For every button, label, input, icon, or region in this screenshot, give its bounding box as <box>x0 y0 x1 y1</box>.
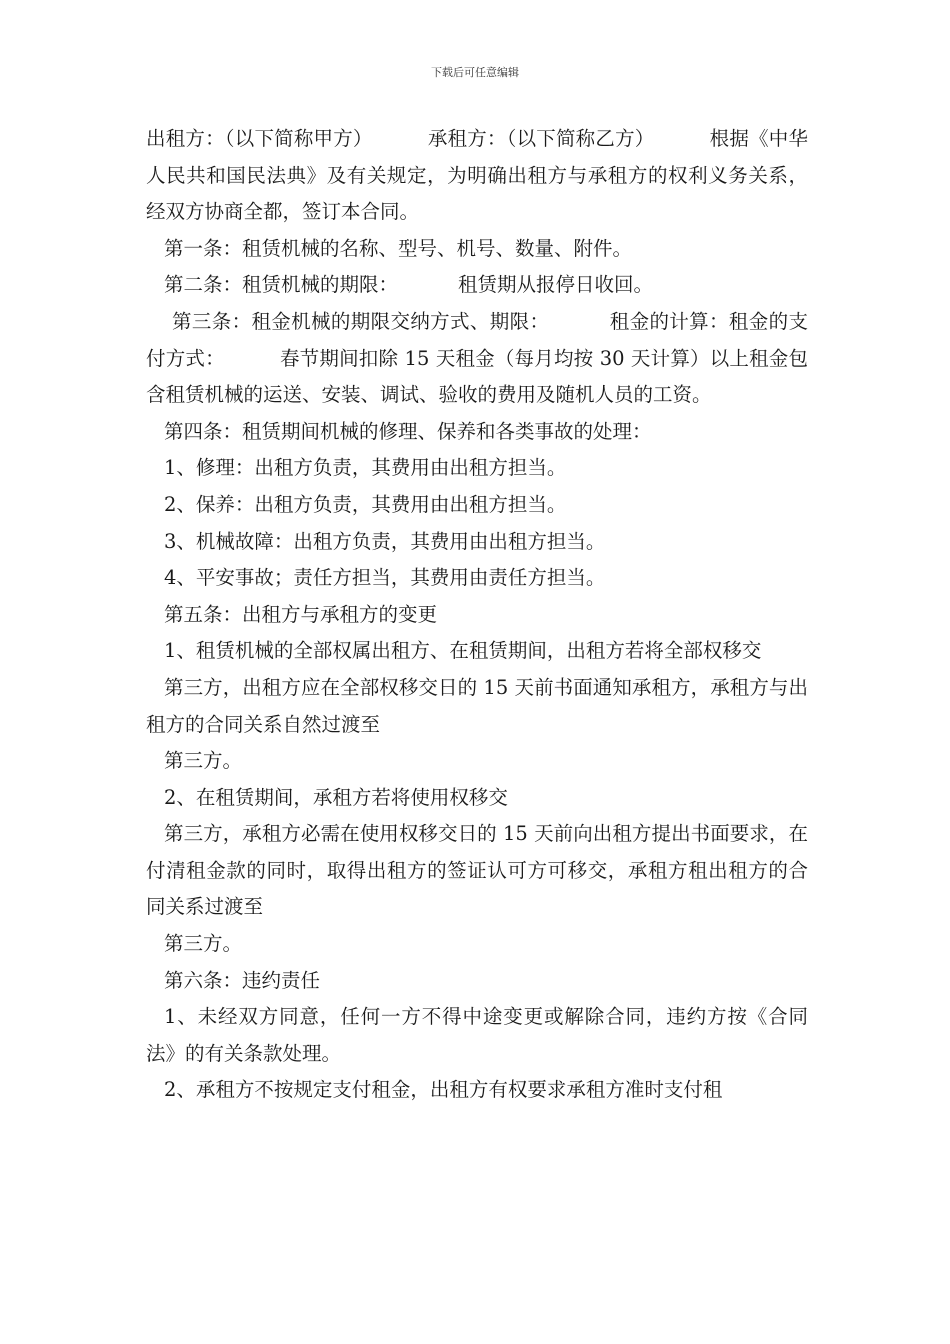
article-2-text: 租赁期从报停日收回。 <box>458 273 654 297</box>
article-3-label: 第三条：租金机械的期限交纳方式、期限： <box>172 309 550 333</box>
article-5-item-2-end: 第三方。 <box>164 932 243 956</box>
article-4-item-2: 2、保养：出租方负责，其费用由出租方担当。 <box>164 492 567 516</box>
lessor-label: 出租方：（以下简称甲方） <box>146 127 373 150</box>
page-header: 下载后可任意编辑 <box>431 66 519 79</box>
article-5-item-1: 1、租赁机械的全部权属出租方、在租赁期间，出租方若将全部权移交 <box>164 639 762 663</box>
article-6-item-1: 1、未经双方同意，任何一方不得中途变更或解除合同，违约方按《合同法》的有关条款处理。 <box>146 1005 808 1065</box>
article-2-label: 第二条：租赁机械的期限： <box>164 273 399 297</box>
article-6-title: 第六条：违约责任 <box>164 968 321 992</box>
intro-text: 根据《中华人民共和国民法典》及有关规定，为明确出租方与承租方的权利义务关系，经双方协商全都，签订本合同。 <box>146 127 808 224</box>
article-5-title: 第五条：出租方与承租方的变更 <box>164 602 438 626</box>
lessee-label: 承租方：（以下简称乙方） <box>427 127 655 150</box>
article-2 <box>146 267 808 304</box>
article-3-payment: 租金的支付方式： <box>146 309 808 370</box>
article-4-title: 第四条：租赁期间机械的修理、保养和各类事故的处理： <box>164 419 652 443</box>
article-4-item-1: 1、修理：出租方负责，其费用由出租方担当。 <box>164 456 567 480</box>
article-3-rent-calc: 租金的计算： <box>609 309 729 333</box>
article-5-item-1-cont: 第三方，出租方应在全部权移交日的 15 天前书面通知承租方，承租方与出租方的合同关系自然过渡至 <box>146 675 808 736</box>
article-3-text: 春节期间扣除 15 天租金（每月均按 30 天计算）以上租金包含租赁机械的运送、安装、调试、验收的费用及随机人员的工资。 <box>146 346 808 407</box>
article-5-item-1-end: 第三方。 <box>164 749 243 773</box>
article-3 <box>146 304 808 414</box>
article-4-item-4: 4、平安事故；责任方担当，其费用由责任方担当。 <box>164 566 606 590</box>
article-6-item-2: 2、承租方不按规定支付租金，出租方有权要求承租方准时支付租 <box>164 1078 723 1102</box>
contract-body <box>146 121 808 1109</box>
article-1: 第一条：租赁机械的名称、型号、机号、数量、附件。 <box>164 236 633 260</box>
article-5-item-2-cont: 第三方，承租方必需在使用权移交日的 15 天前向出租方提出书面要求，在付清租金款的同时，取得出租方的签证认可方可移交，承租方租出租方的合同关系过渡至 <box>146 822 808 919</box>
article-4-item-3: 3、机械故障：出租方负责，其费用由出租方担当。 <box>164 529 606 553</box>
parties-paragraph <box>146 121 808 231</box>
article-5-item-2: 2、在租赁期间，承租方若将使用权移交 <box>164 785 508 809</box>
